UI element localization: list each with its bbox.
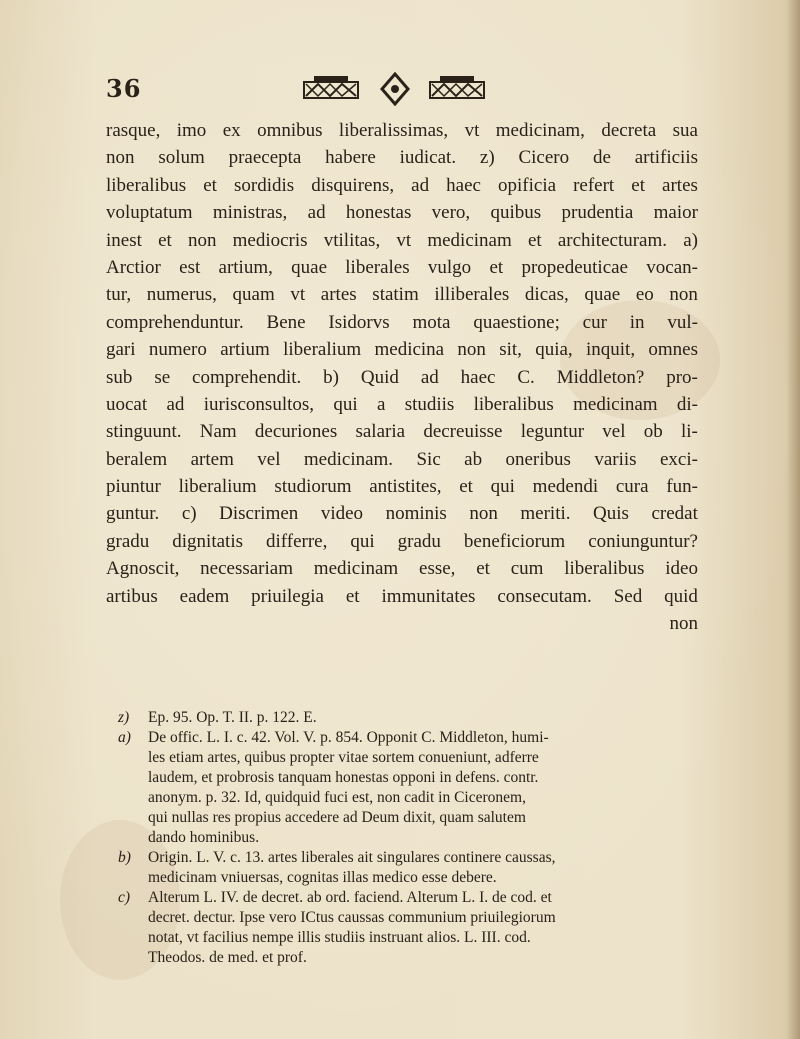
text-line xyxy=(106,309,698,336)
printer-ornament-icon xyxy=(300,72,490,106)
footnote xyxy=(118,728,704,848)
catchword: non xyxy=(669,613,698,635)
word: solum xyxy=(158,147,205,169)
word: beralem xyxy=(106,448,168,470)
text-line xyxy=(106,583,698,610)
word: liberales xyxy=(345,256,410,278)
footnote-mark: b) xyxy=(118,849,131,866)
word: liberalibus xyxy=(564,558,645,580)
word: ad xyxy=(166,393,185,415)
word: uocat xyxy=(106,393,148,415)
word: haec xyxy=(460,366,496,388)
word: decreuisse xyxy=(423,421,503,443)
word: leguntur xyxy=(520,421,585,443)
word: medendi xyxy=(532,476,599,498)
word: omnibus xyxy=(257,120,323,141)
word: Bene xyxy=(266,311,306,333)
word: quam xyxy=(232,284,275,306)
word: vt xyxy=(464,120,480,141)
footnote-line: medicinam vniuersas, cognitas illas medico esse debere. xyxy=(148,869,497,886)
word: illiberales xyxy=(434,284,510,306)
word: medicinam. xyxy=(303,448,394,470)
word: quia, xyxy=(535,339,573,361)
word: vocan- xyxy=(646,256,698,278)
word: video xyxy=(320,503,364,525)
word: ad xyxy=(411,174,430,196)
word: imo xyxy=(176,120,207,141)
word: qui xyxy=(333,393,358,415)
word: vt xyxy=(396,229,412,251)
word: quae xyxy=(291,256,328,278)
word: Middleton? xyxy=(556,366,645,388)
footnote-mark: c) xyxy=(118,889,131,906)
word: vel xyxy=(257,448,281,470)
word: mota xyxy=(412,311,451,333)
word: ad xyxy=(420,366,439,388)
text-line xyxy=(106,144,698,171)
word: sub xyxy=(106,366,133,388)
word: Cicero xyxy=(518,147,570,169)
word: artem xyxy=(190,448,234,470)
word: et xyxy=(631,174,645,196)
word: artibus xyxy=(106,585,158,607)
text-line xyxy=(106,528,698,555)
word: non xyxy=(457,339,486,361)
page-number: 36 xyxy=(106,74,142,103)
footnote-text xyxy=(148,848,704,888)
word: vt xyxy=(290,284,306,306)
word: guntur. xyxy=(106,503,160,525)
word: liberalissimas, xyxy=(338,120,449,141)
word: gradu xyxy=(106,530,150,552)
word: propedeuticae xyxy=(521,256,628,278)
footnote-line: Alterum L. IV. de decret. ab ord. faciend. Alterum L. I. de cod. et xyxy=(148,889,552,906)
text-line xyxy=(106,254,698,281)
word: Arctior xyxy=(106,256,161,278)
word: qui xyxy=(490,476,515,498)
footnote xyxy=(118,708,704,728)
word: studiorum xyxy=(274,476,352,498)
word: cura xyxy=(615,476,649,498)
word: eo xyxy=(635,284,654,306)
word: z) xyxy=(479,147,495,169)
word: vero, xyxy=(431,202,471,224)
word: non xyxy=(669,284,698,306)
word: iurisconsultos, xyxy=(203,393,315,415)
word: comprehenduntur. xyxy=(106,311,244,333)
word: omnes xyxy=(648,339,698,361)
word: architecturam. xyxy=(557,229,668,251)
word: haec xyxy=(446,174,481,196)
word: maior xyxy=(653,202,698,224)
word: studiis xyxy=(404,393,455,415)
footnote-mark: z) xyxy=(118,709,130,726)
word: medicinam xyxy=(573,393,658,415)
word: pro- xyxy=(666,366,698,388)
word: refert xyxy=(573,174,615,196)
word: disquirens, xyxy=(311,174,395,196)
word: sordidis xyxy=(234,174,295,196)
word: habere xyxy=(325,147,376,169)
text-line xyxy=(106,172,698,199)
text-line xyxy=(106,227,698,254)
word: cum xyxy=(510,558,544,580)
word: honestas xyxy=(345,202,412,224)
footnote-line: De offic. L. I. c. 42. Vol. V. p. 854. Opponit C. Middleton, humi- xyxy=(148,729,549,746)
word: li- xyxy=(681,421,698,443)
word: et xyxy=(158,229,172,251)
word: voluptatum xyxy=(106,202,193,224)
text-line xyxy=(106,281,698,308)
footnote-mark: a) xyxy=(118,729,131,746)
word: ob xyxy=(643,421,663,443)
footnote xyxy=(118,848,704,888)
main-text xyxy=(106,117,698,637)
word: ideo xyxy=(665,558,698,580)
text-line xyxy=(106,199,698,226)
word: ad xyxy=(307,202,326,224)
word: inquit, xyxy=(585,339,636,361)
word: iudicat. xyxy=(399,147,457,169)
text-line xyxy=(106,117,698,144)
word: b) xyxy=(323,366,339,388)
word: Discrimen xyxy=(219,503,299,525)
text-line xyxy=(106,473,698,500)
word: medicinam xyxy=(427,229,512,251)
word: mediocris xyxy=(232,229,308,251)
footnotes xyxy=(118,708,704,968)
word: di- xyxy=(676,393,698,415)
word: et xyxy=(345,585,360,607)
word: rasque, xyxy=(106,120,161,141)
word: ab xyxy=(464,448,483,470)
word: oneribus xyxy=(505,448,571,470)
word: sit, xyxy=(499,339,522,361)
text-line xyxy=(106,364,698,391)
word: stinguunt. xyxy=(106,421,182,443)
word: Quid xyxy=(360,366,399,388)
word: praecepta xyxy=(228,147,302,169)
word: piuntur xyxy=(106,476,161,498)
text-line xyxy=(106,418,698,445)
word: dignitatis xyxy=(172,530,243,552)
word: variis xyxy=(594,448,637,470)
word: ex xyxy=(222,120,241,141)
word: antistites, xyxy=(369,476,442,498)
word: meriti. xyxy=(520,503,571,525)
word: quae xyxy=(584,284,621,306)
word: Nam xyxy=(199,421,237,443)
word: liberalibus xyxy=(473,393,554,415)
word: medicinam xyxy=(313,558,399,580)
word: et xyxy=(489,256,504,278)
word: et xyxy=(459,476,473,498)
word: liberalibus xyxy=(106,174,187,196)
footnote-line: qui nullas res propius accedere ad Deum dixit, quam salutem xyxy=(148,809,526,826)
word: Sic xyxy=(416,448,441,470)
text-line xyxy=(106,500,698,527)
word: artes xyxy=(320,284,357,306)
word: C. xyxy=(517,366,535,388)
word: prudentia xyxy=(561,202,634,224)
footnote-text xyxy=(148,708,704,728)
word: quaestione; xyxy=(473,311,560,333)
footnote-text xyxy=(148,888,704,968)
footnote-line: Theodos. de med. et prof. xyxy=(148,949,307,966)
word: quibus xyxy=(490,202,542,224)
word: et xyxy=(203,174,217,196)
word: tur, xyxy=(106,284,132,306)
word: eadem xyxy=(179,585,230,607)
word: Isidorvs xyxy=(328,311,390,333)
footnote-line: notat, vt facilius nempe illis studiis instruant alios. L. III. cod. xyxy=(148,929,531,946)
page-edge-shadow xyxy=(786,0,800,1039)
word: vul- xyxy=(667,311,698,333)
word: exci- xyxy=(659,448,698,470)
word: Agnoscit, xyxy=(106,558,180,580)
text-line xyxy=(106,391,698,418)
word: et xyxy=(527,229,542,251)
footnote-line: laudem, et probrosis tanquam honestas opponi in defens. contr. xyxy=(148,769,539,786)
word: artium xyxy=(220,339,270,361)
word: differre, xyxy=(266,530,328,552)
word: se xyxy=(154,366,171,388)
word: artium, xyxy=(218,256,273,278)
word: esse, xyxy=(419,558,456,580)
footnote-text xyxy=(148,728,704,848)
word: liberalium xyxy=(283,339,362,361)
word: necessariam xyxy=(200,558,293,580)
word: vel xyxy=(602,421,626,443)
word: a) xyxy=(683,229,698,251)
word: in xyxy=(629,311,645,333)
word: cur xyxy=(582,311,607,333)
word: de xyxy=(592,147,611,169)
footnote-line: Ep. 95. Op. T. II. p. 122. E. xyxy=(148,709,317,726)
word: inest xyxy=(106,229,142,251)
word: non xyxy=(187,229,217,251)
word: fun- xyxy=(666,476,698,498)
word: coniunguntur? xyxy=(588,530,698,552)
word: artificiis xyxy=(634,147,698,169)
word: immunitates xyxy=(381,585,476,607)
footnote-line: decret. dectur. Ipse vero ICtus caussas communium priuilegiorum xyxy=(148,909,556,926)
footnote xyxy=(118,888,704,968)
word: medicinam, xyxy=(495,120,585,141)
word: nominis xyxy=(385,503,447,525)
word: numero xyxy=(148,339,207,361)
word: sua xyxy=(672,120,698,141)
text-line xyxy=(106,336,698,363)
word: credat xyxy=(651,503,698,525)
text-line xyxy=(106,555,698,582)
footnote-line: les etiam artes, quibus propter vitae sortem conueniunt, adferre xyxy=(148,749,539,766)
word: decuriones xyxy=(254,421,338,443)
word: liberalium xyxy=(178,476,257,498)
word: artes xyxy=(662,174,698,196)
word: numerus, xyxy=(146,284,217,306)
word: quid xyxy=(664,585,698,607)
word: salaria xyxy=(355,421,406,443)
word: opificia xyxy=(498,174,557,196)
word: et xyxy=(476,558,490,580)
footnote-line: anonym. p. 32. Id, quidquid fuci est, non cadit in Ciceronem, xyxy=(148,789,526,806)
text-line xyxy=(106,446,698,473)
footnote-line: dando hominibus. xyxy=(148,829,260,846)
word: comprehendit. xyxy=(192,366,302,388)
word: a xyxy=(376,393,386,415)
word: non xyxy=(469,503,498,525)
word: priuilegia xyxy=(251,585,324,607)
word: medicina xyxy=(374,339,445,361)
word: vulgo xyxy=(427,256,472,278)
word: non xyxy=(106,147,135,169)
word: statim xyxy=(372,284,419,306)
word: gradu xyxy=(397,530,441,552)
word: vtilitas, xyxy=(323,229,381,251)
word: decreta xyxy=(601,120,657,141)
word: Quis xyxy=(593,503,629,525)
word: qui xyxy=(350,530,375,552)
word: gari xyxy=(106,339,136,361)
word: dicas, xyxy=(524,284,569,306)
word: Sed xyxy=(613,585,643,607)
footnote-line: Origin. L. V. c. 13. artes liberales ait singulares continere caussas, xyxy=(148,849,556,866)
word: est xyxy=(179,256,201,278)
word: consecutam. xyxy=(497,585,592,607)
word: c) xyxy=(181,503,197,525)
word: ministras, xyxy=(212,202,288,224)
word: beneficiorum xyxy=(463,530,566,552)
